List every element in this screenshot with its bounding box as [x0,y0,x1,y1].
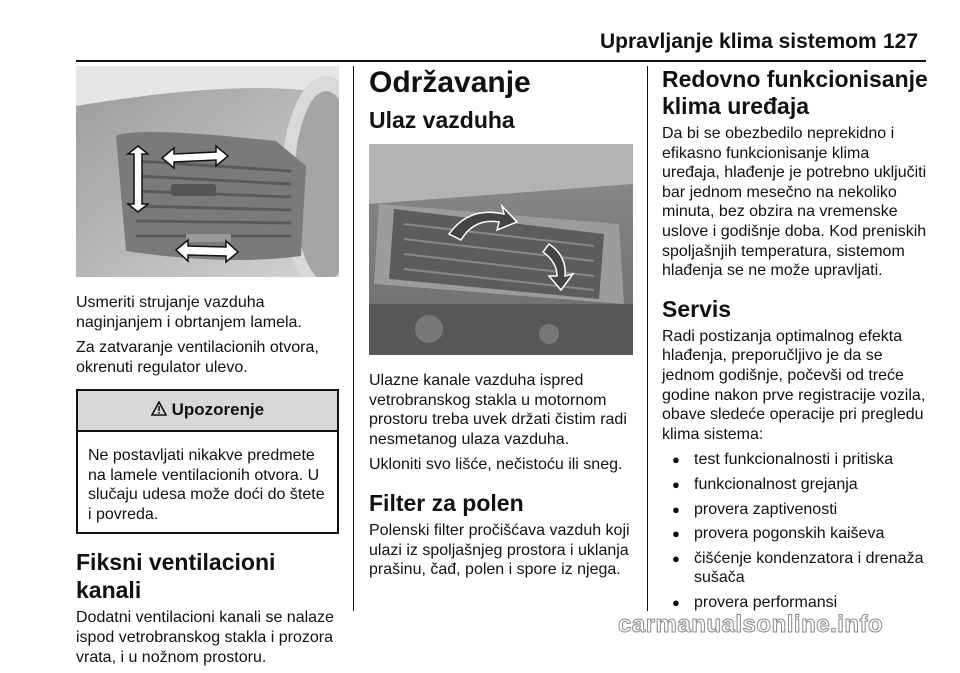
pollen-filter-title: Filter za polen [369,489,524,516]
regular-operation-title: Redovno funkcionisanje klima uređaja [662,66,928,119]
section-title-fixed-vents: Fiksni ventilacioni kanali [76,549,276,604]
air-intake-illustration [369,144,633,355]
middle-column [369,66,633,586]
warning-box [76,389,339,534]
fixed-vents-text: Dodatni ventilacioni kanali se nalaze ispod vetrobranskog stakla i prozora vrata, i u nožnom prostoru. [76,609,334,666]
column-divider-1 [353,66,354,611]
air-intake-figure [369,144,633,355]
warning-header [78,391,337,432]
service-title: Servis [662,295,732,322]
right-column [662,66,928,617]
list-item: ● funkcionalnost grejanja [662,475,928,495]
watermark: carmanualsonline.info [618,611,884,638]
air-vent-figure [76,66,339,277]
list-item: ● čišćenje kondenzatora i drenaža sušača [662,549,928,588]
running-header: Upravljanje klima sistemom [600,30,877,53]
regular-operation-text: Da bi se obezbedilo neprekidno i efikasno funkcionisanje klima uređaja, hlađenje je potrebno uključiti bar jednom mesečno na nekoliko minuta, bez obzira na vremenske uslove i godišnje doba. Kod preniskih spoljašnjih temperatura, sistemom hlađenja se ne može upravljati. [662,125,927,280]
page-number: 127 [883,30,919,53]
list-item: ● test funkcionalnosti i pritiska [662,450,928,470]
remove-debris-text: Ukloniti svo lišće, nečistoću ili sneg. [369,456,623,474]
vent-close-text: Za zatvaranje ventilacionih otvora, okrenuti regulator ulevo. [76,339,319,376]
list-item: ● provera zaptivenosti [662,500,928,520]
column-divider-2 [647,66,648,611]
pollen-filter-text: Polenski filter pročišćava vazduh koji ulazi iz spoljašnjeg prostora i uklanja prašinu, čađ, polen i spore iz njega. [369,521,630,579]
air-intake-text: Ulazne kanale vazduha ispred vetrobranskog stakla u motornom prostoru treba uvek držati čistim radi nesmetanog ulaza vazduha. [369,372,627,448]
left-column [76,66,339,673]
air-vent-illustration [76,66,339,277]
list-item: ● provera pogonskih kaiševa [662,524,928,544]
maintenance-title: Održavanje [369,66,531,99]
list-item: ● provera performansi [662,593,928,613]
vent-direction-text: Usmeriti strujanje vazduha naginjanjem i obrtanjem lamela. [76,294,302,331]
air-intake-title: Ulaz vazduha [369,107,515,133]
header-rule [76,60,926,62]
service-text: Radi postizanja optimalnog efekta hlađenja, preporučljivo je da se jednom godišnje, počevši od treće godine nakon prve registracije vozila, obave sledeće operacije pri pregledu klima sistema: [662,327,926,443]
service-checklist [662,450,928,612]
warning-title: Upozorenje [171,400,265,420]
warning-triangle-icon [151,400,172,419]
warning-text: Ne postavljati nikakve predmete na lamele ventilacionih otvora. U slučaju udesa može doći do štete i povreda. [88,446,325,523]
